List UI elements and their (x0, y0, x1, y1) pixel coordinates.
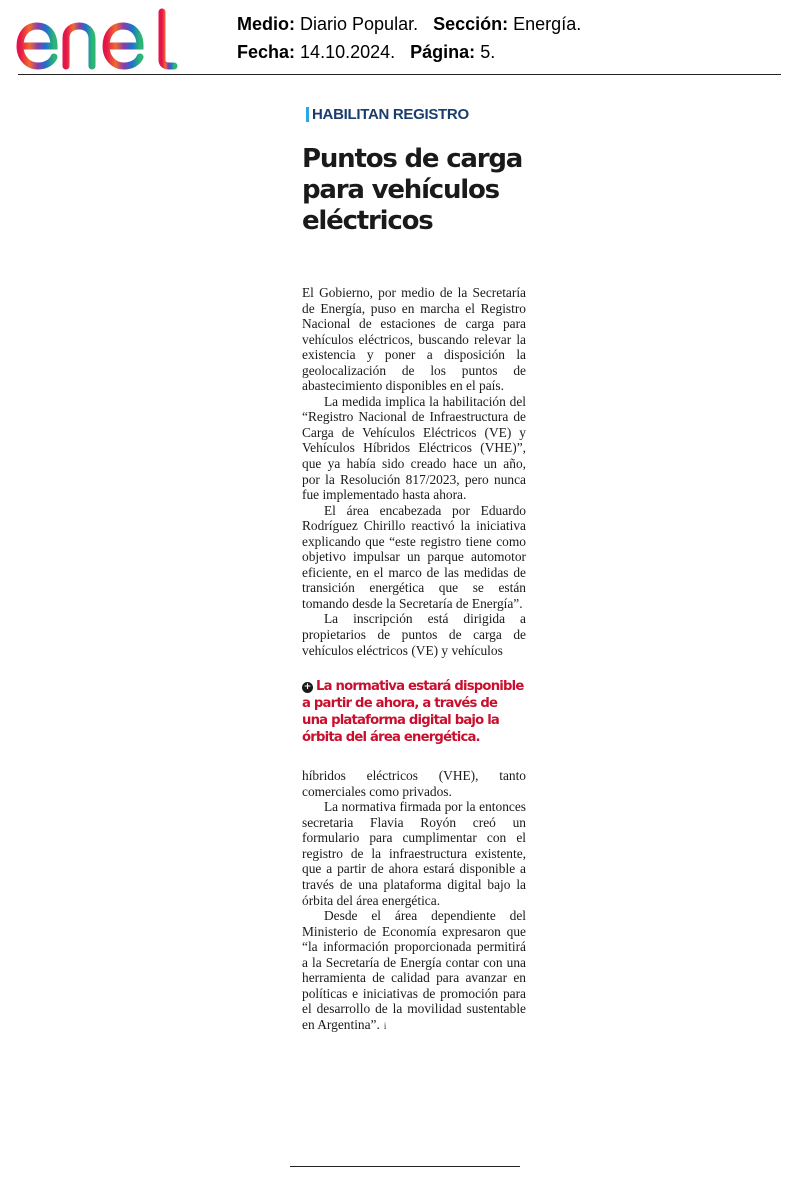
body-paragraph: El área encabezada por Eduardo Rodríguez Chirillo reactivó la iniciativa explicando que “este registro tiene como objetivo impulsar un parque automotor eficiente, en el marco de las medidas de transición energética que se están tomando desde la Secretaría de Energía”. (302, 502, 526, 611)
last-paragraph-text: Desde el área dependiente del Ministerio de Economía expresaron que “la información proporcionada permitirá a la Secretaría de Energía contar con una herramienta de calidad para avanzar en políticas e iniciativas de promoción para el desarrollo de la movilidad sustentable en Argentina”. (302, 908, 526, 1032)
article-body-part-1 (302, 285, 526, 658)
fecha-label: Fecha: (237, 42, 296, 62)
body-paragraph: La normativa firmada por la entonces secretaria Flavia Royón creó un formulario para cumplimentar con el registro de la infraestructura existente, que a partir de ahora estará disponible a través de una plataforma digital bajo la órbita del área energética. (302, 799, 526, 908)
kicker-text: HABILITAN REGISTRO (312, 106, 469, 123)
article-body-part-2 (302, 768, 526, 1034)
news-article (302, 104, 526, 1034)
seccion-label: Sección: (433, 14, 509, 34)
meta-line-medio (237, 10, 581, 38)
seccion-value: Energía. (513, 14, 582, 34)
plus-circle-icon: + (303, 682, 312, 693)
clipping-header (0, 0, 800, 80)
pullquote-text: La normativa estará disponible a partir de ahora, a través de una plataforma digital bajo la órbita del área energética. (302, 679, 524, 746)
header-divider (18, 74, 781, 75)
article-pullquote (302, 678, 526, 746)
body-paragraph-last (302, 908, 526, 1034)
medio-label: Medio: (237, 14, 295, 34)
body-paragraph: El Gobierno, por medio de la Secretaría de Energía, puso en marcha el Registro Nacional de estaciones de carga para vehículos eléctricos, buscando relevar la existencia y poner a disposición la geolocalización de los puntos de abastecimiento disponibles en el país. (302, 285, 526, 394)
body-paragraph: híbridos eléctricos (VHE), tanto comerciales como privados. (302, 768, 526, 799)
pagina-value: 5. (480, 42, 496, 62)
body-paragraph: La inscripción está dirigida a propietarios de puntos de carga de vehículos eléctricos (VE) y vehículos (302, 611, 526, 658)
fecha-value: 14.10.2024. (300, 42, 396, 62)
article-headline: Puntos de carga para vehículos eléctricos (302, 144, 523, 236)
meta-line-fecha (237, 38, 581, 66)
clipping-meta (237, 10, 581, 66)
pagina-label: Página: (410, 42, 476, 62)
kicker-bar-icon (306, 107, 309, 122)
footer-divider (290, 1166, 520, 1167)
enel-logo (16, 8, 180, 72)
end-mark: i (383, 1020, 387, 1031)
article-kicker (312, 104, 469, 126)
medio-value: Diario Popular. (300, 14, 419, 34)
body-paragraph: La medida implica la habilitación del “Registro Nacional de Infraestructura de Carga de Vehículos Eléctricos (VE) y Vehículos Híbridos Eléctricos (VHE)”, que ya había sido creado hace un año, por la Resolución 817/2023, pero nunca fue implementado hasta ahora. (302, 393, 526, 503)
